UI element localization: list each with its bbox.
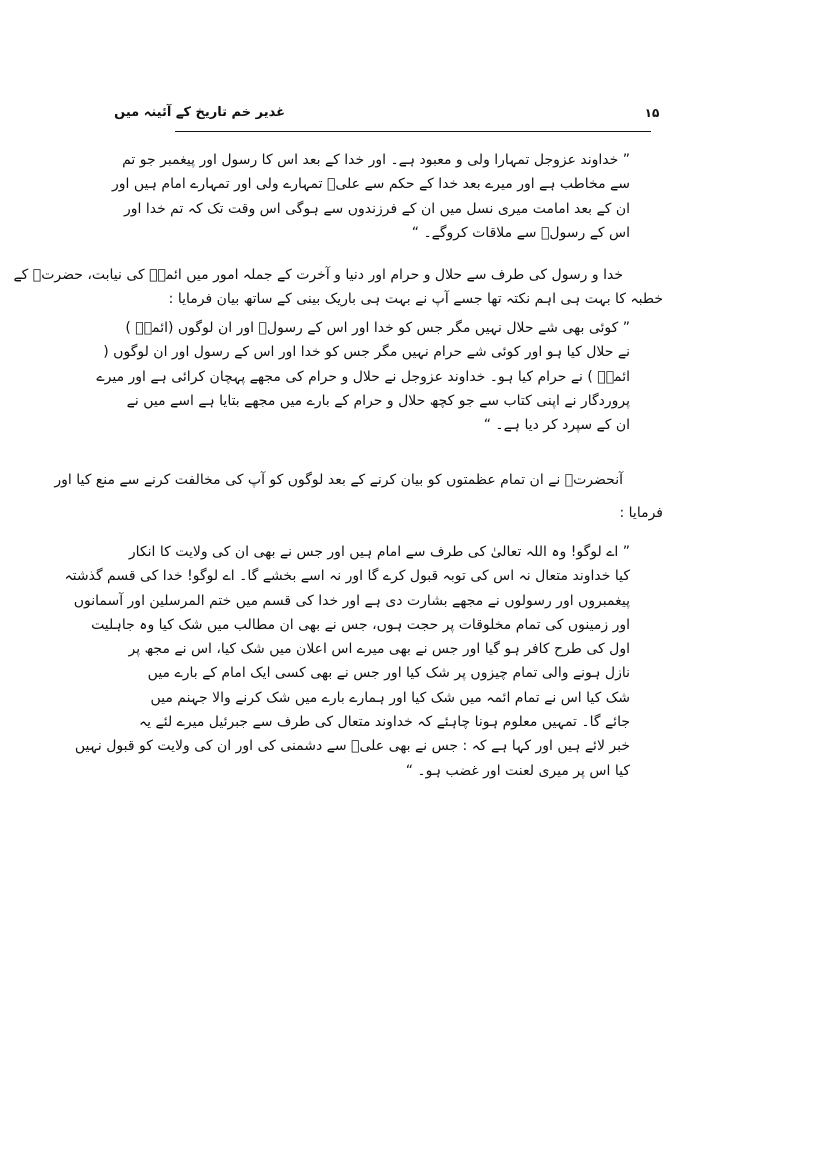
running-title: غدیر خم تاریخ کے آئینہ میں [114,105,285,120]
text-line: اول کی طرح کافر ہو گیا اور جس نے بھی میرے اس اعلان میں شک کیا، اس نے مجھ پر [128,641,630,658]
text-line: کیا خداوند متعال نہ اس کی توبہ قبول کرے گا اور نہ اسے بخشے گا۔ اے لوگو! خدا کی قسم گذشتہ [64,568,630,585]
text-line: اس کے رسولؐ سے ملاقات کروگے۔ “ [411,224,630,241]
quote-block [96,316,630,437]
text-line: شک کیا اس نے تمام ائمہ میں شک کیا اور ہمارے بارے میں شک کرنے والا جہنم میں [150,689,630,706]
body-paragraph [54,465,663,522]
text-line: جائے گا۔ تمہیں معلوم ہونا چاہئے کہ خداوند متعال کی طرف سے جبرئیل میرے لئے یہ [138,714,630,731]
quote-block [64,540,630,783]
text-line: اور زمینوں کی تمام مخلوقات پر حجت ہوں، جس نے بھی ان مطالب میں شک کیا وہ جاہلیت [91,616,630,633]
text-line: نے حلال کیا ہو اور کوئی شے حرام نہیں مگر جس کو خدا اور اس کے رسول اور ان لوگوں ( [103,344,630,361]
text-line: کیا اس پر میری لعنت اور غضب ہو۔ “ [405,762,630,779]
text-line: ان کے سپرد کر دیا ہے۔ “ [483,417,630,434]
text-line: خطبہ کا بہت ہی اہم نکتہ تھا جسے آپ نے بہت ہی باریک بینی کے ساتھ بیان فرمایا : [168,291,663,308]
text-line: فرمایا : [619,505,663,521]
text-line: خبر لائے ہیں اور کہا ہے کہ : جس نے بھی علیؑ سے دشمنی کی اور ان کی ولایت کو قبول نہیں [74,738,630,755]
quote-block [112,148,630,245]
text-line: ” کوئی بھی شے حلال نہیں مگر جس کو خدا اور اس کے رسولؐ اور ان لوگوں (ائمہؑ ) [125,320,630,336]
text-line: پیغمبروں اور رسولوں نے مجھے بشارت دی ہے اور خدا کی قسم میں ختم المرسلین اور آسمانوں [73,592,630,609]
text-line: خدا و رسول کی طرف سے حلال و حرام اور دنیا و آخرت کے جملہ امور میں ائمہؑ کی نیابت، حضرتؐ کے [13,267,623,283]
text-line: نازل ہونے والی تمام چیزوں پر شک کیا اور جس نے بھی کسی ایک امام کے بارے میں [147,665,630,682]
text-line: ” خداوند عزوجل تمہارا ولی و معبود ہے۔ اور خدا کے بعد اس کا رسول اور پیغمبر جو تم [122,152,630,168]
text-line: پروردگار نے اپنی کتاب سے جو کچھ حلال و حرام کے بارے میں مجھے بتایا ہے اسے میں نے [126,392,630,409]
text-line: سے مخاطب ہے اور میرے بعد خدا کے حکم سے علیؑ تمہارے ولی اور تمہارے امام ہیں اور [112,176,630,193]
text-line: ائمہؑ ) نے حرام کیا ہو۔ خداوند عزوجل نے حلال و حرام کی مجھے پہچان کرائی ہے اور میرے [96,368,630,385]
header-rule [175,131,651,132]
text-line: آنحضرتؐ نے ان تمام عظمتوں کو بیان کرنے کے بعد لوگوں کو آپ کی مخالفت کرنے سے منع کیا اور [54,472,623,488]
body-paragraph [13,263,663,312]
text-line: ان کے بعد امامت میری نسل میں ان کے فرزندوں سے ہوگی اس وقت تک کہ تم خدا اور [123,200,630,217]
text-line: ” اے لوگو! وہ اللہ تعالیٰ کی طرف سے امام ہیں اور جس نے بھی ان کی ولایت کا انکار [128,544,630,560]
page-number: ۱۵ [644,106,660,120]
